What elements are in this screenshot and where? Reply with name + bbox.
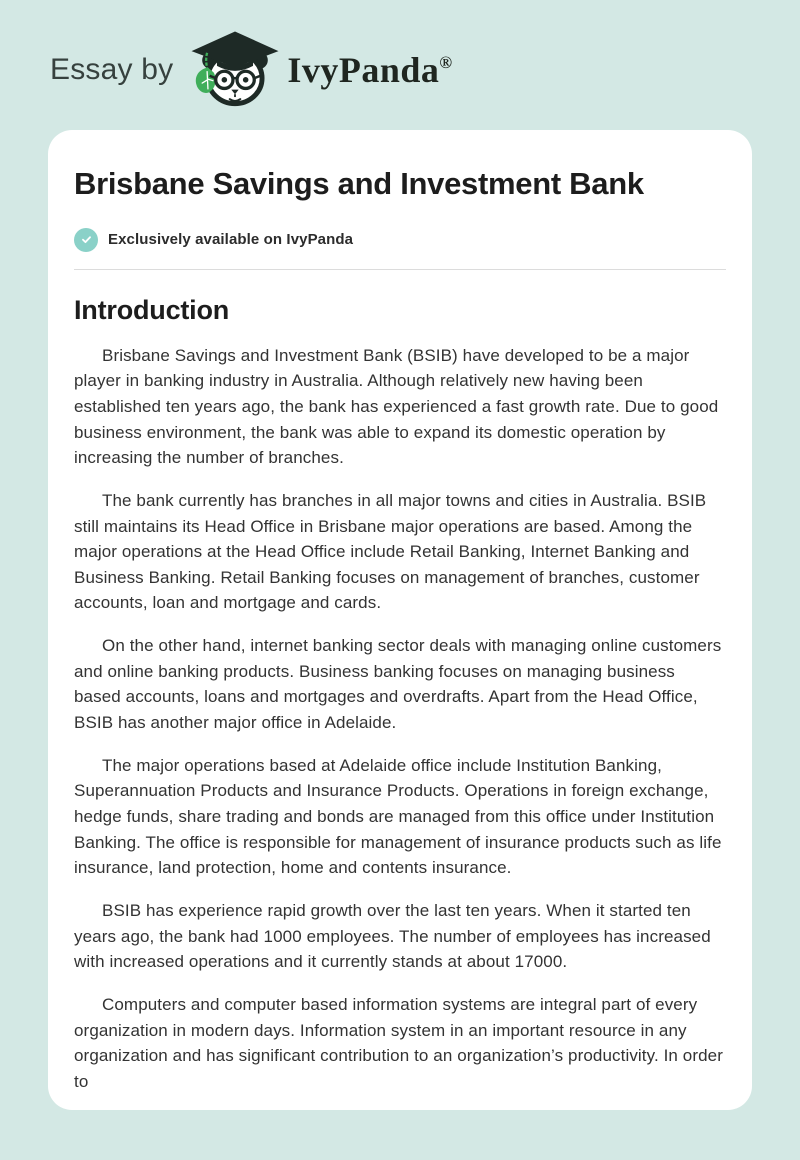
- ivypanda-brand-link[interactable]: [173, 29, 452, 111]
- check-circle-icon: [74, 228, 98, 252]
- paragraph: On the other hand, internet banking sector deals with managing online customers and online banking products. Business banking focuses on managing business based accounts, loans and mortgages and overdrafts. Apart from the Head Office, BSIB has another major office in Adelaide.: [74, 636, 722, 733]
- section-heading-introduction: Introduction: [74, 294, 230, 325]
- page-title: Brisbane Savings and Investment Bank: [74, 166, 644, 201]
- availability-text: Exclusively available on IvyPanda: [108, 231, 354, 249]
- graduate-panda-logo-icon: [173, 29, 287, 111]
- paragraph: The bank currently has branches in all major towns and cities in Australia. BSIB still maintains its Head Office in Brisbane major operations are based. Among the major operations at the Head Office include Retail Banking, Internet Banking and Business Banking. Retail Banking focuses on management of branches, customer accounts, loan and mortgage and cards.: [74, 490, 707, 613]
- paragraph: BSIB has experience rapid growth over the last ten years. When it started ten years ago, the bank had 1000 employees. The number of employees has increased with increased operations and it currently stands at about 17000.: [74, 901, 711, 972]
- brand-wordmark: [287, 49, 452, 91]
- paragraph: The major operations based at Adelaide office include Institution Banking, Superannuation Products and Insurance Products. Operations in foreign exchange, hedge funds, share trading and bonds are managed from this office under Institution Banking. The office is responsible for management of insurance products such as life insurance, land protection, home and contents insurance.: [74, 755, 722, 878]
- article-body: [74, 343, 726, 1095]
- availability-badge: [74, 228, 726, 252]
- paragraph: Brisbane Savings and Investment Bank (BSIB) have developed to be a major player in banking industry in Australia. Although relatively new having been established ten years ago, the bank has experienced a fast growth rate. Due to good business environment, the bank was able to expand its domestic operation by increasing the number of branches.: [74, 345, 719, 468]
- essay-by-label: Essay by: [50, 53, 174, 86]
- registered-mark: ®: [439, 53, 453, 72]
- divider: [74, 269, 726, 270]
- paragraph: Computers and computer based information systems are integral part of every organization in modern days. Information system in an important resource in any organization and has significant contribution to an organization’s productivity. In order to: [74, 995, 723, 1091]
- site-header: [0, 0, 800, 112]
- essay-card: [48, 130, 752, 1110]
- brand-name: IvyPanda: [287, 50, 440, 90]
